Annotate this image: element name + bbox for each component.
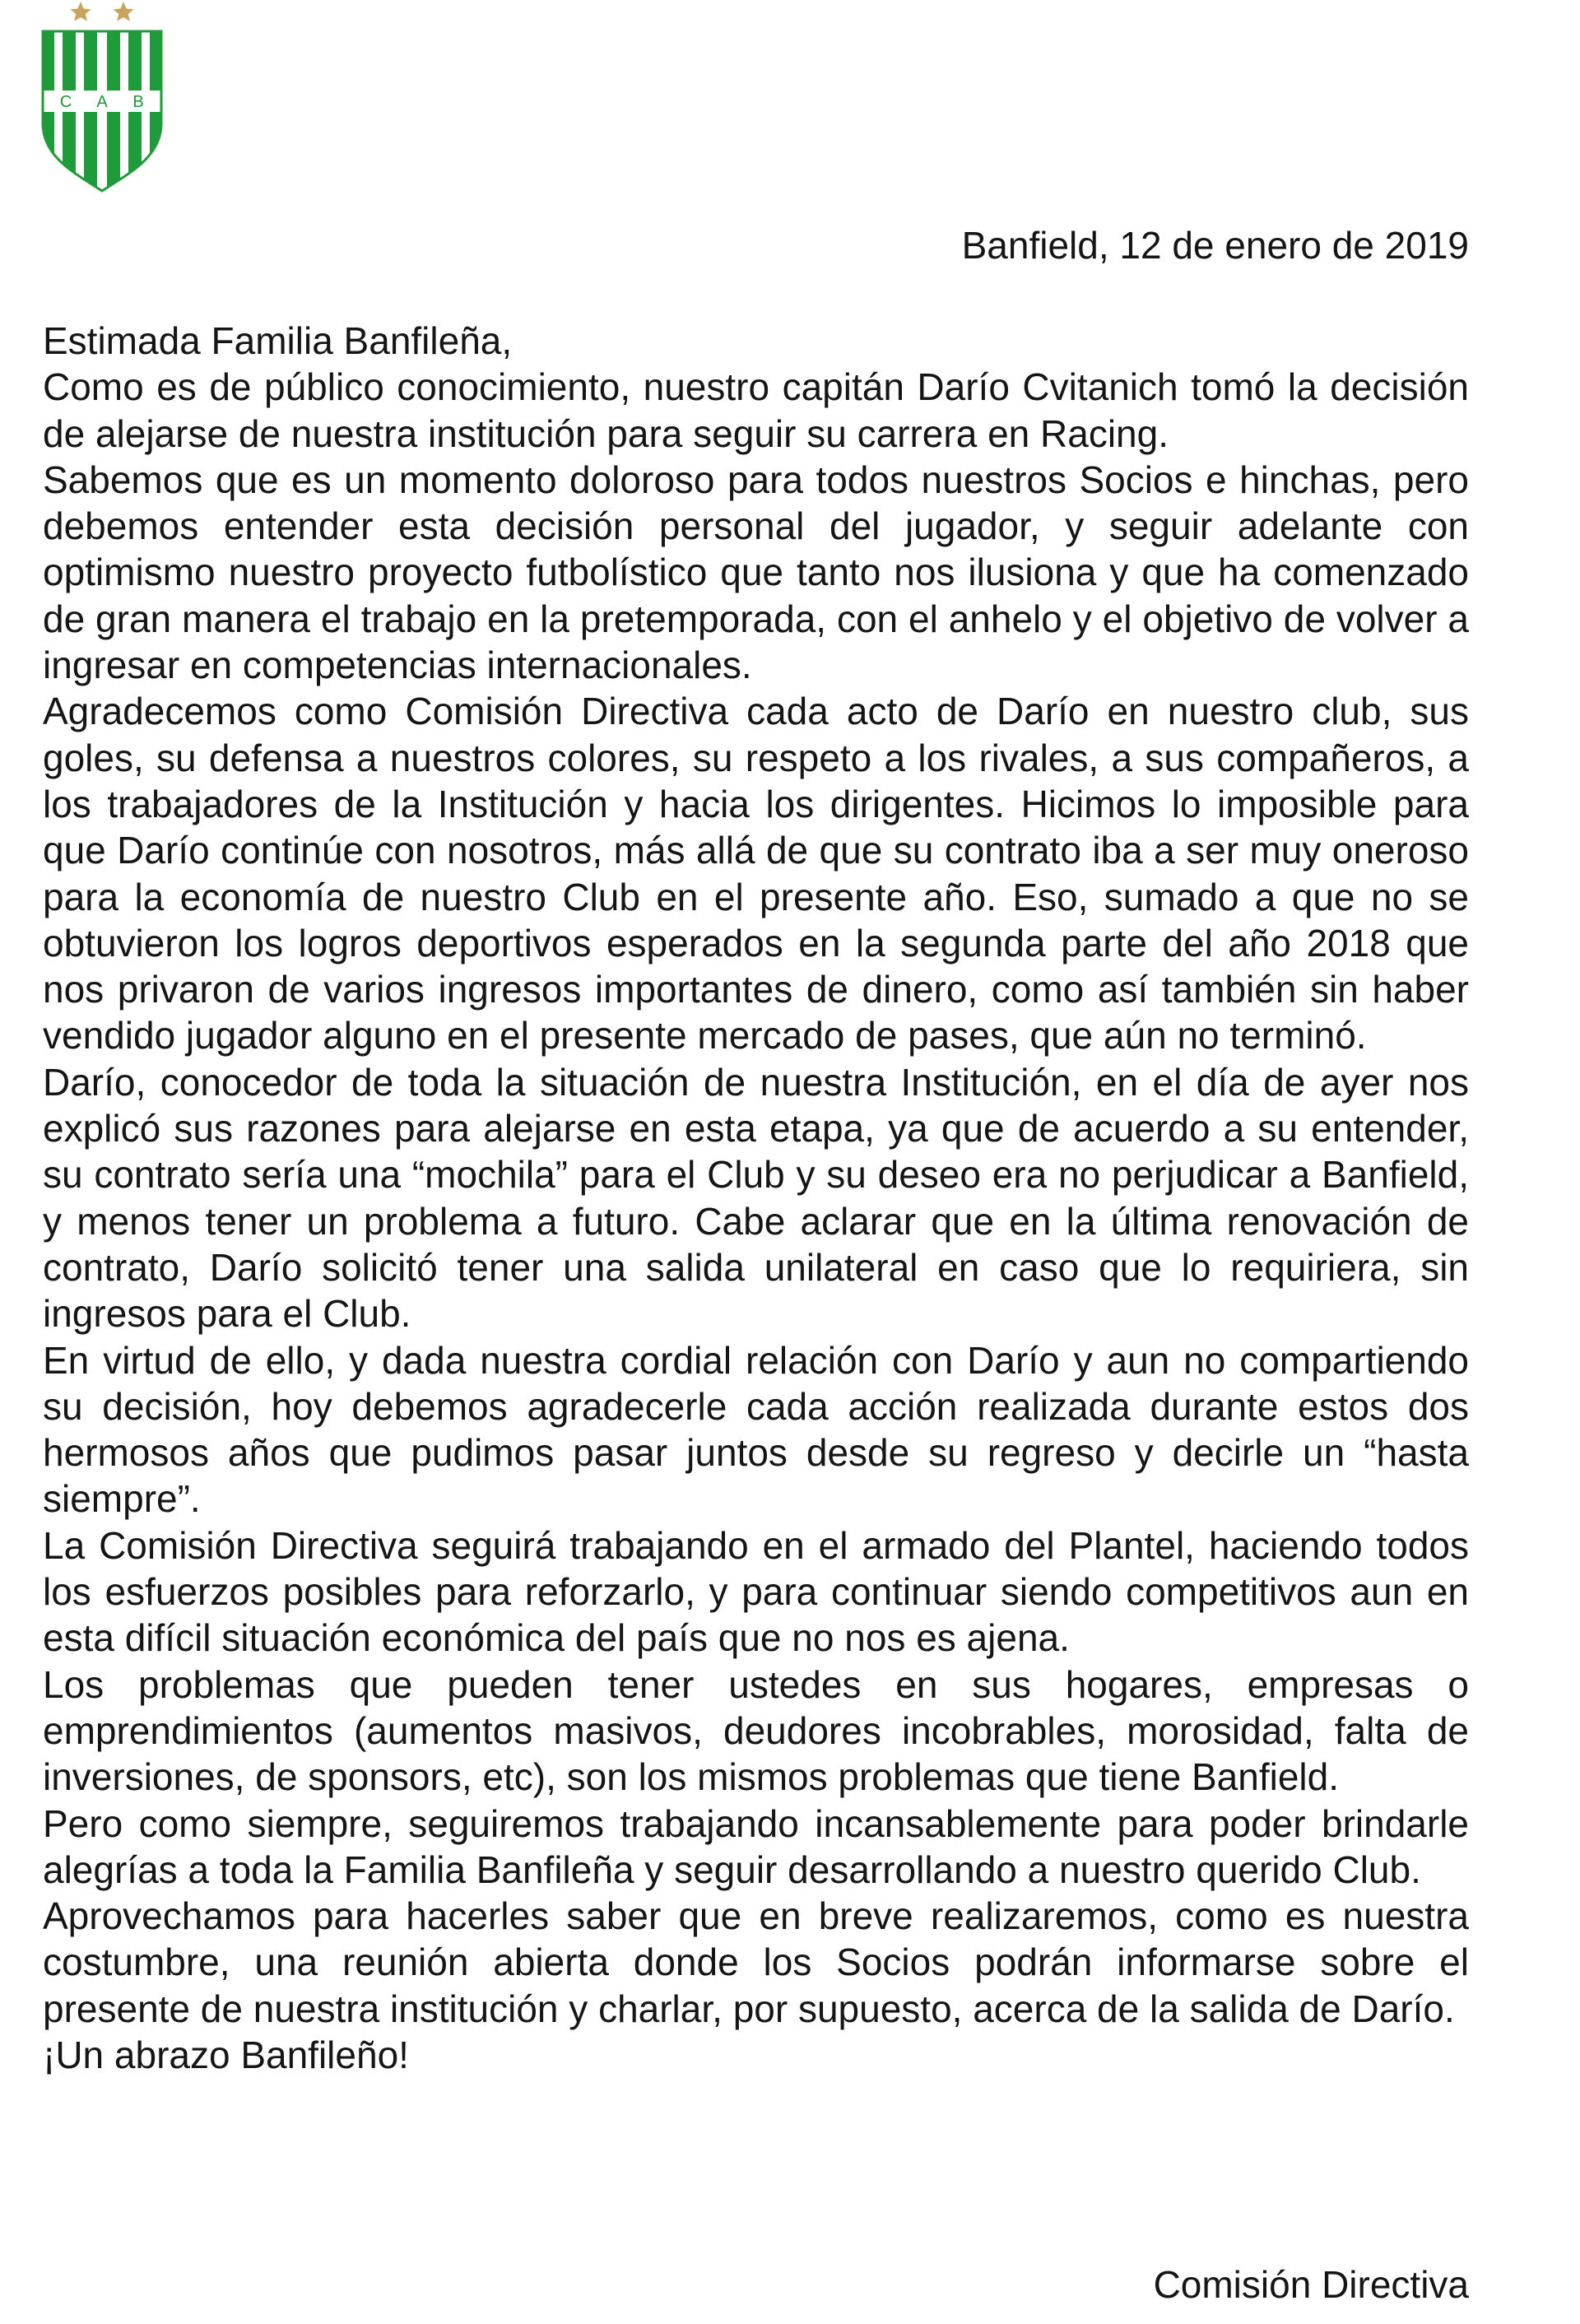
crest-initial: B xyxy=(132,93,144,111)
paragraph: La Comisión Directiva seguirá trabajando en el armado del Plantel, haciendo todos los esfuerzos posibles para reforzarlo, y para continuar siendo competitivos aun en esta difícil situación económica del país que no nos es ajena. xyxy=(43,1523,1469,1660)
letter-body xyxy=(43,318,1469,2078)
star-icon xyxy=(113,2,133,21)
paragraph: Como es de público conocimiento, nuestro capitán Darío Cvitanich tomó la decisión de alejarse de nuestra institución para seguir su carrera en Racing. xyxy=(43,365,1469,455)
salutation: Estimada Familia Banfileña, xyxy=(43,319,513,362)
paragraph: Pero como siempre, seguiremos trabajando incansablemente para poder brindarle alegrías a toda la Familia Banfileña y seguir desarrollando a nuestro querido Club. xyxy=(43,1801,1469,1891)
crest-initial: C xyxy=(59,93,72,111)
paragraph: En virtud de ello, y dada nuestra cordial relación con Darío y aun no compartiendo su decisión, hoy debemos agradecerle cada acción realizada durante estos dos hermosos años que pudimos pasar juntos desde su regreso y decirle un “hasta siempre”. xyxy=(43,1338,1469,1521)
date-line: Banfield, 12 de enero de 2019 xyxy=(961,224,1469,267)
paragraph: Sabemos que es un momento doloroso para todos nuestros Socios e hinchas, pero debemos entender esta decisión personal del jugador, y seguir adelante con optimismo nuestro proyecto futbolístico que tanto nos ilusiona y que ha comenzado de gran manera el trabajo en la pretemporada, con el anhelo y el objetivo de volver a ingresar en competencias internacionales. xyxy=(43,458,1469,687)
paragraph: Los problemas que pueden tener ustedes en sus hogares, empresas o emprendimientos (aumentos masivos, deudores incobrables, morosidad, falta de inversiones, de sponsors, etc), son los mismos problemas que tiene Banfield. xyxy=(43,1662,1469,1799)
paragraph: Darío, conocedor de toda la situación de nuestra Institución, en el día de ayer nos explicó sus razones para alejarse en esta etapa, ya que de acuerdo a su entender, su contrato sería una “mochila” para el Club y su deseo era no perjudicar a Banfield, y menos tener un problema a futuro. Cabe aclarar que en la última renovación de contrato, Darío solicitó tener una salida unilateral en caso que lo requiriera, sin ingresos para el Club. xyxy=(43,1060,1469,1336)
club-crest-logo xyxy=(41,0,163,193)
shield-stripes xyxy=(41,30,163,193)
paragraph: Aprovechamos para hacerles saber que en breve realizaremos, como es nuestra costumbre, una reunión abierta donde los Socios podrán informarse sobre el presente de nuestra institución y charlar, por supuesto, acerca de la salida de Darío. xyxy=(43,1894,1469,2030)
signature: Comisión Directiva xyxy=(1153,2263,1469,2306)
crest-initial: A xyxy=(96,93,108,111)
closing-line: ¡Un abrazo Banfileño! xyxy=(43,2033,409,2076)
paragraph: Agradecemos como Comisión Directiva cada acto de Darío en nuestro club, sus goles, su defensa a nuestros colores, su respeto a los rivales, a sus compañeros, a los trabajadores de la Institución y hacia los dirigentes. Hicimos lo imposible para que Darío continúe con nosotros, más allá de que su contrato iba a ser muy oneroso para la economía de nuestro Club en el presente año. Eso, sumado a que no se obtuvieron los logros deportivos esperados en la segunda parte del año 2018 que nos privaron de varios ingresos importantes de dinero, como así también sin haber vendido jugador alguno en el presente mercado de pases, que aún no terminó. xyxy=(43,690,1469,1057)
star-icon xyxy=(70,2,91,21)
